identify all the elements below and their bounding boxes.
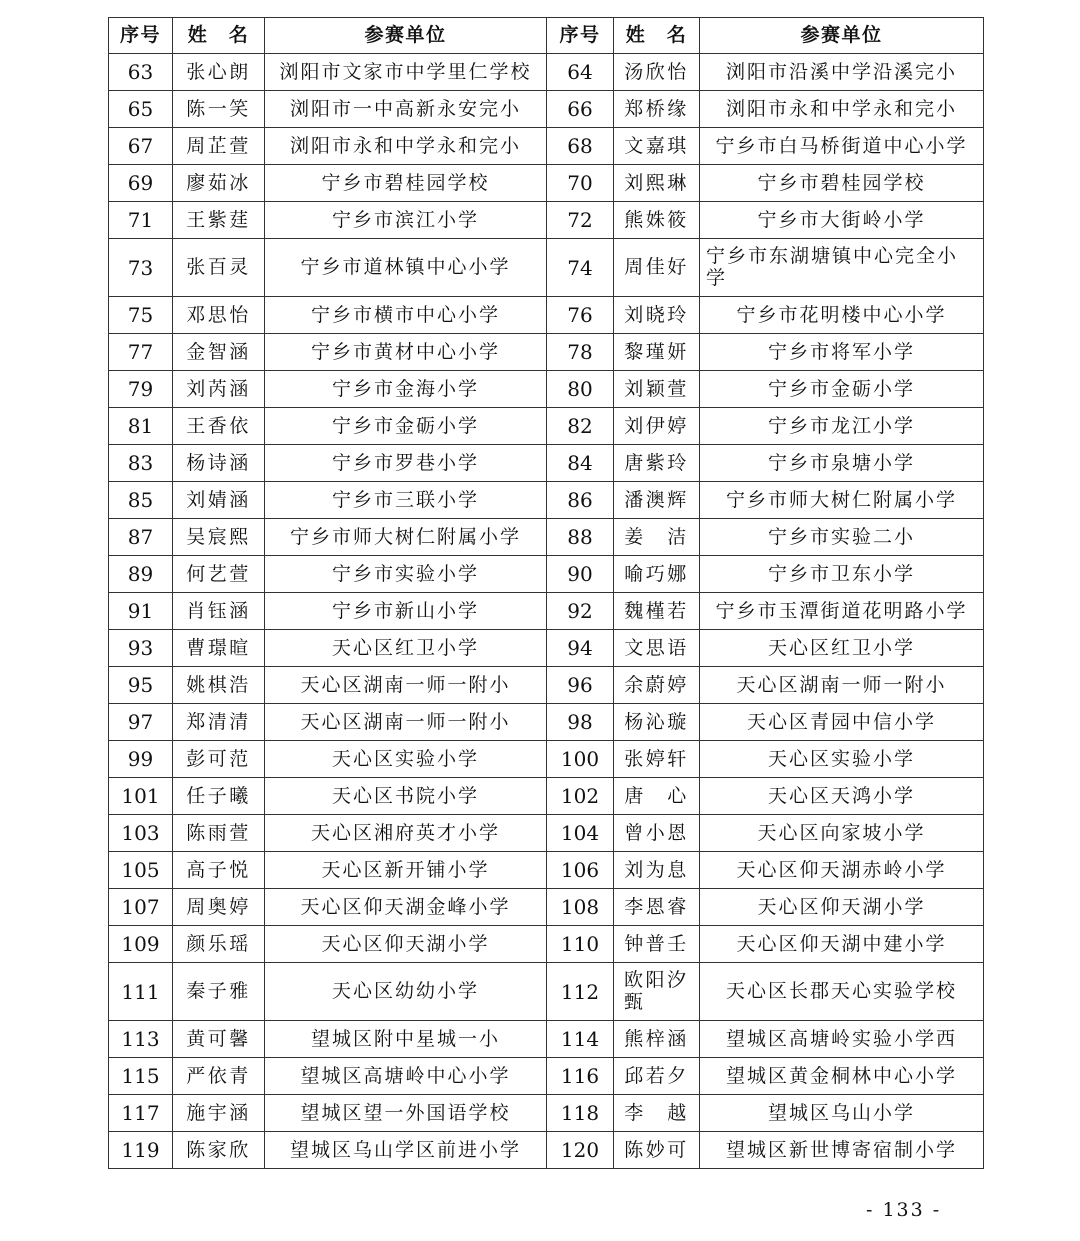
table-row — [109, 482, 984, 519]
name-cell: 刘熙琳 — [614, 165, 700, 202]
unit-cell: 宁乡市将军小学 — [700, 334, 984, 371]
roster-table — [108, 17, 984, 1169]
unit-cell: 天心区新开铺小学 — [265, 852, 547, 889]
page-number: - 133 - — [866, 1199, 942, 1221]
table-row — [109, 128, 984, 165]
serial-cell: 82 — [547, 408, 614, 445]
header-name: 姓 名 — [173, 18, 265, 54]
serial-cell: 110 — [547, 926, 614, 963]
name-cell: 颜乐瑶 — [173, 926, 265, 963]
table-row — [109, 815, 984, 852]
unit-cell: 天心区实验小学 — [700, 741, 984, 778]
name-cell: 郑桥缘 — [614, 91, 700, 128]
unit-cell: 宁乡市三联小学 — [265, 482, 547, 519]
name-cell: 严依青 — [173, 1058, 265, 1095]
unit-cell: 宁乡市罗巷小学 — [265, 445, 547, 482]
name-cell: 高子悦 — [173, 852, 265, 889]
name-cell: 陈妙可 — [614, 1132, 700, 1169]
serial-cell: 109 — [109, 926, 173, 963]
unit-cell: 宁乡市碧桂园学校 — [265, 165, 547, 202]
unit-cell: 天心区青园中信小学 — [700, 704, 984, 741]
unit-cell: 天心区天鸿小学 — [700, 778, 984, 815]
table-row — [109, 593, 984, 630]
name-cell: 杨沁璇 — [614, 704, 700, 741]
unit-cell: 宁乡市新山小学 — [265, 593, 547, 630]
unit-cell: 宁乡市金砺小学 — [265, 408, 547, 445]
name-cell: 金智涵 — [173, 334, 265, 371]
unit-cell: 浏阳市永和中学永和完小 — [265, 128, 547, 165]
name-cell: 陈一笑 — [173, 91, 265, 128]
name-cell: 秦子雅 — [173, 963, 265, 1021]
unit-cell: 浏阳市一中高新永安完小 — [265, 91, 547, 128]
unit-cell: 宁乡市师大树仁附属小学 — [265, 519, 547, 556]
table-row — [109, 334, 984, 371]
name-cell: 黎瑾妍 — [614, 334, 700, 371]
serial-cell: 94 — [547, 630, 614, 667]
name-cell: 周佳好 — [614, 239, 700, 297]
unit-cell: 望城区乌山学区前进小学 — [265, 1132, 547, 1169]
unit-cell: 天心区向家坡小学 — [700, 815, 984, 852]
serial-cell: 106 — [547, 852, 614, 889]
unit-cell: 宁乡市龙江小学 — [700, 408, 984, 445]
table-row — [109, 408, 984, 445]
table-row — [109, 741, 984, 778]
table-row — [109, 704, 984, 741]
serial-cell: 105 — [109, 852, 173, 889]
name-cell: 肖钰涵 — [173, 593, 265, 630]
name-cell: 邓思怡 — [173, 297, 265, 334]
header-serial: 序号 — [547, 18, 614, 54]
table-row — [109, 1021, 984, 1058]
serial-cell: 107 — [109, 889, 173, 926]
unit-cell: 望城区附中星城一小 — [265, 1021, 547, 1058]
name-cell: 喻巧娜 — [614, 556, 700, 593]
serial-cell: 99 — [109, 741, 173, 778]
serial-cell: 117 — [109, 1095, 173, 1132]
name-cell: 李 越 — [614, 1095, 700, 1132]
unit-cell: 浏阳市永和中学永和完小 — [700, 91, 984, 128]
serial-cell: 78 — [547, 334, 614, 371]
serial-cell: 73 — [109, 239, 173, 297]
name-cell: 汤欣怡 — [614, 54, 700, 91]
table-row — [109, 445, 984, 482]
name-cell: 余蔚婷 — [614, 667, 700, 704]
table-row — [109, 556, 984, 593]
unit-cell: 宁乡市泉塘小学 — [700, 445, 984, 482]
name-cell: 刘颖萱 — [614, 371, 700, 408]
serial-cell: 84 — [547, 445, 614, 482]
serial-cell: 97 — [109, 704, 173, 741]
serial-cell: 69 — [109, 165, 173, 202]
serial-cell: 101 — [109, 778, 173, 815]
unit-cell: 天心区长郡天心实验学校 — [700, 963, 984, 1021]
name-cell: 欧阳汐甄 — [614, 963, 700, 1021]
serial-cell: 70 — [547, 165, 614, 202]
unit-cell: 宁乡市金砺小学 — [700, 371, 984, 408]
name-cell: 熊姝筱 — [614, 202, 700, 239]
unit-cell: 宁乡市师大树仁附属小学 — [700, 482, 984, 519]
unit-cell: 宁乡市花明楼中心小学 — [700, 297, 984, 334]
name-cell: 郑清清 — [173, 704, 265, 741]
table-row — [109, 926, 984, 963]
serial-cell: 64 — [547, 54, 614, 91]
table-row — [109, 165, 984, 202]
table-row — [109, 778, 984, 815]
unit-cell: 望城区高塘岭实验小学西 — [700, 1021, 984, 1058]
table-row — [109, 852, 984, 889]
serial-cell: 96 — [547, 667, 614, 704]
serial-cell: 113 — [109, 1021, 173, 1058]
unit-cell: 天心区湖南一师一附小 — [265, 667, 547, 704]
unit-cell: 天心区实验小学 — [265, 741, 547, 778]
serial-cell: 100 — [547, 741, 614, 778]
serial-cell: 86 — [547, 482, 614, 519]
name-cell: 唐 心 — [614, 778, 700, 815]
serial-cell: 119 — [109, 1132, 173, 1169]
serial-cell: 90 — [547, 556, 614, 593]
table-row — [109, 297, 984, 334]
name-cell: 吴宸熙 — [173, 519, 265, 556]
table-row — [109, 889, 984, 926]
serial-cell: 75 — [109, 297, 173, 334]
serial-cell: 116 — [547, 1058, 614, 1095]
name-cell: 李恩睿 — [614, 889, 700, 926]
serial-cell: 63 — [109, 54, 173, 91]
name-cell: 刘婧涵 — [173, 482, 265, 519]
serial-cell: 71 — [109, 202, 173, 239]
name-cell: 文思语 — [614, 630, 700, 667]
name-cell: 刘晓玲 — [614, 297, 700, 334]
unit-cell: 宁乡市实验小学 — [265, 556, 547, 593]
serial-cell: 65 — [109, 91, 173, 128]
name-cell: 刘伊婷 — [614, 408, 700, 445]
name-cell: 文嘉琪 — [614, 128, 700, 165]
name-cell: 彭可范 — [173, 741, 265, 778]
serial-cell: 120 — [547, 1132, 614, 1169]
header-serial: 序号 — [109, 18, 173, 54]
name-cell: 周奥婷 — [173, 889, 265, 926]
unit-cell: 望城区新世博寄宿制小学 — [700, 1132, 984, 1169]
unit-cell: 宁乡市横市中心小学 — [265, 297, 547, 334]
name-cell: 刘为息 — [614, 852, 700, 889]
name-cell: 潘澳辉 — [614, 482, 700, 519]
serial-cell: 118 — [547, 1095, 614, 1132]
name-cell: 杨诗涵 — [173, 445, 265, 482]
unit-cell: 天心区仰天湖小学 — [265, 926, 547, 963]
unit-cell: 望城区黄金桐林中心小学 — [700, 1058, 984, 1095]
unit-cell: 浏阳市沿溪中学沿溪完小 — [700, 54, 984, 91]
serial-cell: 88 — [547, 519, 614, 556]
table-row — [109, 963, 984, 1021]
unit-cell: 宁乡市玉潭街道花明路小学 — [700, 593, 984, 630]
table-row — [109, 239, 984, 297]
name-cell: 任子曦 — [173, 778, 265, 815]
name-cell: 黄可馨 — [173, 1021, 265, 1058]
unit-cell: 宁乡市碧桂园学校 — [700, 165, 984, 202]
header-unit: 参赛单位 — [700, 18, 984, 54]
serial-cell: 104 — [547, 815, 614, 852]
header-row — [109, 18, 984, 54]
serial-cell: 81 — [109, 408, 173, 445]
name-cell: 廖茹冰 — [173, 165, 265, 202]
serial-cell: 102 — [547, 778, 614, 815]
unit-cell: 宁乡市道林镇中心小学 — [265, 239, 547, 297]
name-cell: 陈家欣 — [173, 1132, 265, 1169]
serial-cell: 103 — [109, 815, 173, 852]
unit-cell: 天心区湖南一师一附小 — [265, 704, 547, 741]
unit-cell: 浏阳市文家市中学里仁学校 — [265, 54, 547, 91]
unit-cell: 宁乡市金海小学 — [265, 371, 547, 408]
table-row — [109, 371, 984, 408]
name-cell: 邱若夕 — [614, 1058, 700, 1095]
table-row — [109, 630, 984, 667]
serial-cell: 89 — [109, 556, 173, 593]
serial-cell: 68 — [547, 128, 614, 165]
name-cell: 熊梓涵 — [614, 1021, 700, 1058]
table-row — [109, 202, 984, 239]
name-cell: 施宇涵 — [173, 1095, 265, 1132]
unit-cell: 天心区湖南一师一附小 — [700, 667, 984, 704]
unit-cell: 宁乡市实验二小 — [700, 519, 984, 556]
unit-cell: 天心区红卫小学 — [265, 630, 547, 667]
unit-cell: 天心区仰天湖小学 — [700, 889, 984, 926]
unit-cell: 宁乡市东湖塘镇中心完全小学 — [700, 239, 984, 297]
serial-cell: 115 — [109, 1058, 173, 1095]
table-row — [109, 667, 984, 704]
name-cell: 曾小恩 — [614, 815, 700, 852]
serial-cell: 91 — [109, 593, 173, 630]
name-cell: 姚棋浩 — [173, 667, 265, 704]
serial-cell: 112 — [547, 963, 614, 1021]
name-cell: 唐紫玲 — [614, 445, 700, 482]
unit-cell: 宁乡市滨江小学 — [265, 202, 547, 239]
serial-cell: 74 — [547, 239, 614, 297]
unit-cell: 天心区湘府英才小学 — [265, 815, 547, 852]
unit-cell: 天心区红卫小学 — [700, 630, 984, 667]
unit-cell: 望城区望一外国语学校 — [265, 1095, 547, 1132]
serial-cell: 77 — [109, 334, 173, 371]
serial-cell: 72 — [547, 202, 614, 239]
unit-cell: 天心区幼幼小学 — [265, 963, 547, 1021]
name-cell: 王紫莛 — [173, 202, 265, 239]
serial-cell: 93 — [109, 630, 173, 667]
header-unit: 参赛单位 — [265, 18, 547, 54]
name-cell: 张百灵 — [173, 239, 265, 297]
serial-cell: 95 — [109, 667, 173, 704]
name-cell: 周芷萱 — [173, 128, 265, 165]
table-row — [109, 91, 984, 128]
serial-cell: 85 — [109, 482, 173, 519]
name-cell: 魏槿若 — [614, 593, 700, 630]
serial-cell: 76 — [547, 297, 614, 334]
serial-cell: 79 — [109, 371, 173, 408]
name-cell: 何艺萱 — [173, 556, 265, 593]
unit-cell: 望城区高塘岭中心小学 — [265, 1058, 547, 1095]
table-row — [109, 1095, 984, 1132]
roster-body — [109, 54, 984, 1169]
serial-cell: 111 — [109, 963, 173, 1021]
serial-cell: 67 — [109, 128, 173, 165]
table-row — [109, 1132, 984, 1169]
name-cell: 钟普壬 — [614, 926, 700, 963]
unit-cell: 天心区仰天湖赤岭小学 — [700, 852, 984, 889]
name-cell: 曹璟暄 — [173, 630, 265, 667]
serial-cell: 87 — [109, 519, 173, 556]
table-row — [109, 1058, 984, 1095]
serial-cell: 66 — [547, 91, 614, 128]
unit-cell: 望城区乌山小学 — [700, 1095, 984, 1132]
serial-cell: 80 — [547, 371, 614, 408]
name-cell: 王香依 — [173, 408, 265, 445]
table-row — [109, 54, 984, 91]
unit-cell: 天心区仰天湖中建小学 — [700, 926, 984, 963]
name-cell: 刘芮涵 — [173, 371, 265, 408]
name-cell: 姜 洁 — [614, 519, 700, 556]
unit-cell: 天心区书院小学 — [265, 778, 547, 815]
header-name: 姓 名 — [614, 18, 700, 54]
serial-cell: 92 — [547, 593, 614, 630]
name-cell: 张心朗 — [173, 54, 265, 91]
name-cell: 陈雨萱 — [173, 815, 265, 852]
unit-cell: 宁乡市卫东小学 — [700, 556, 984, 593]
table-row — [109, 519, 984, 556]
name-cell: 张婷轩 — [614, 741, 700, 778]
serial-cell: 83 — [109, 445, 173, 482]
unit-cell: 宁乡市黄材中心小学 — [265, 334, 547, 371]
serial-cell: 98 — [547, 704, 614, 741]
serial-cell: 108 — [547, 889, 614, 926]
unit-cell: 宁乡市白马桥街道中心小学 — [700, 128, 984, 165]
unit-cell: 宁乡市大街岭小学 — [700, 202, 984, 239]
serial-cell: 114 — [547, 1021, 614, 1058]
unit-cell: 天心区仰天湖金峰小学 — [265, 889, 547, 926]
